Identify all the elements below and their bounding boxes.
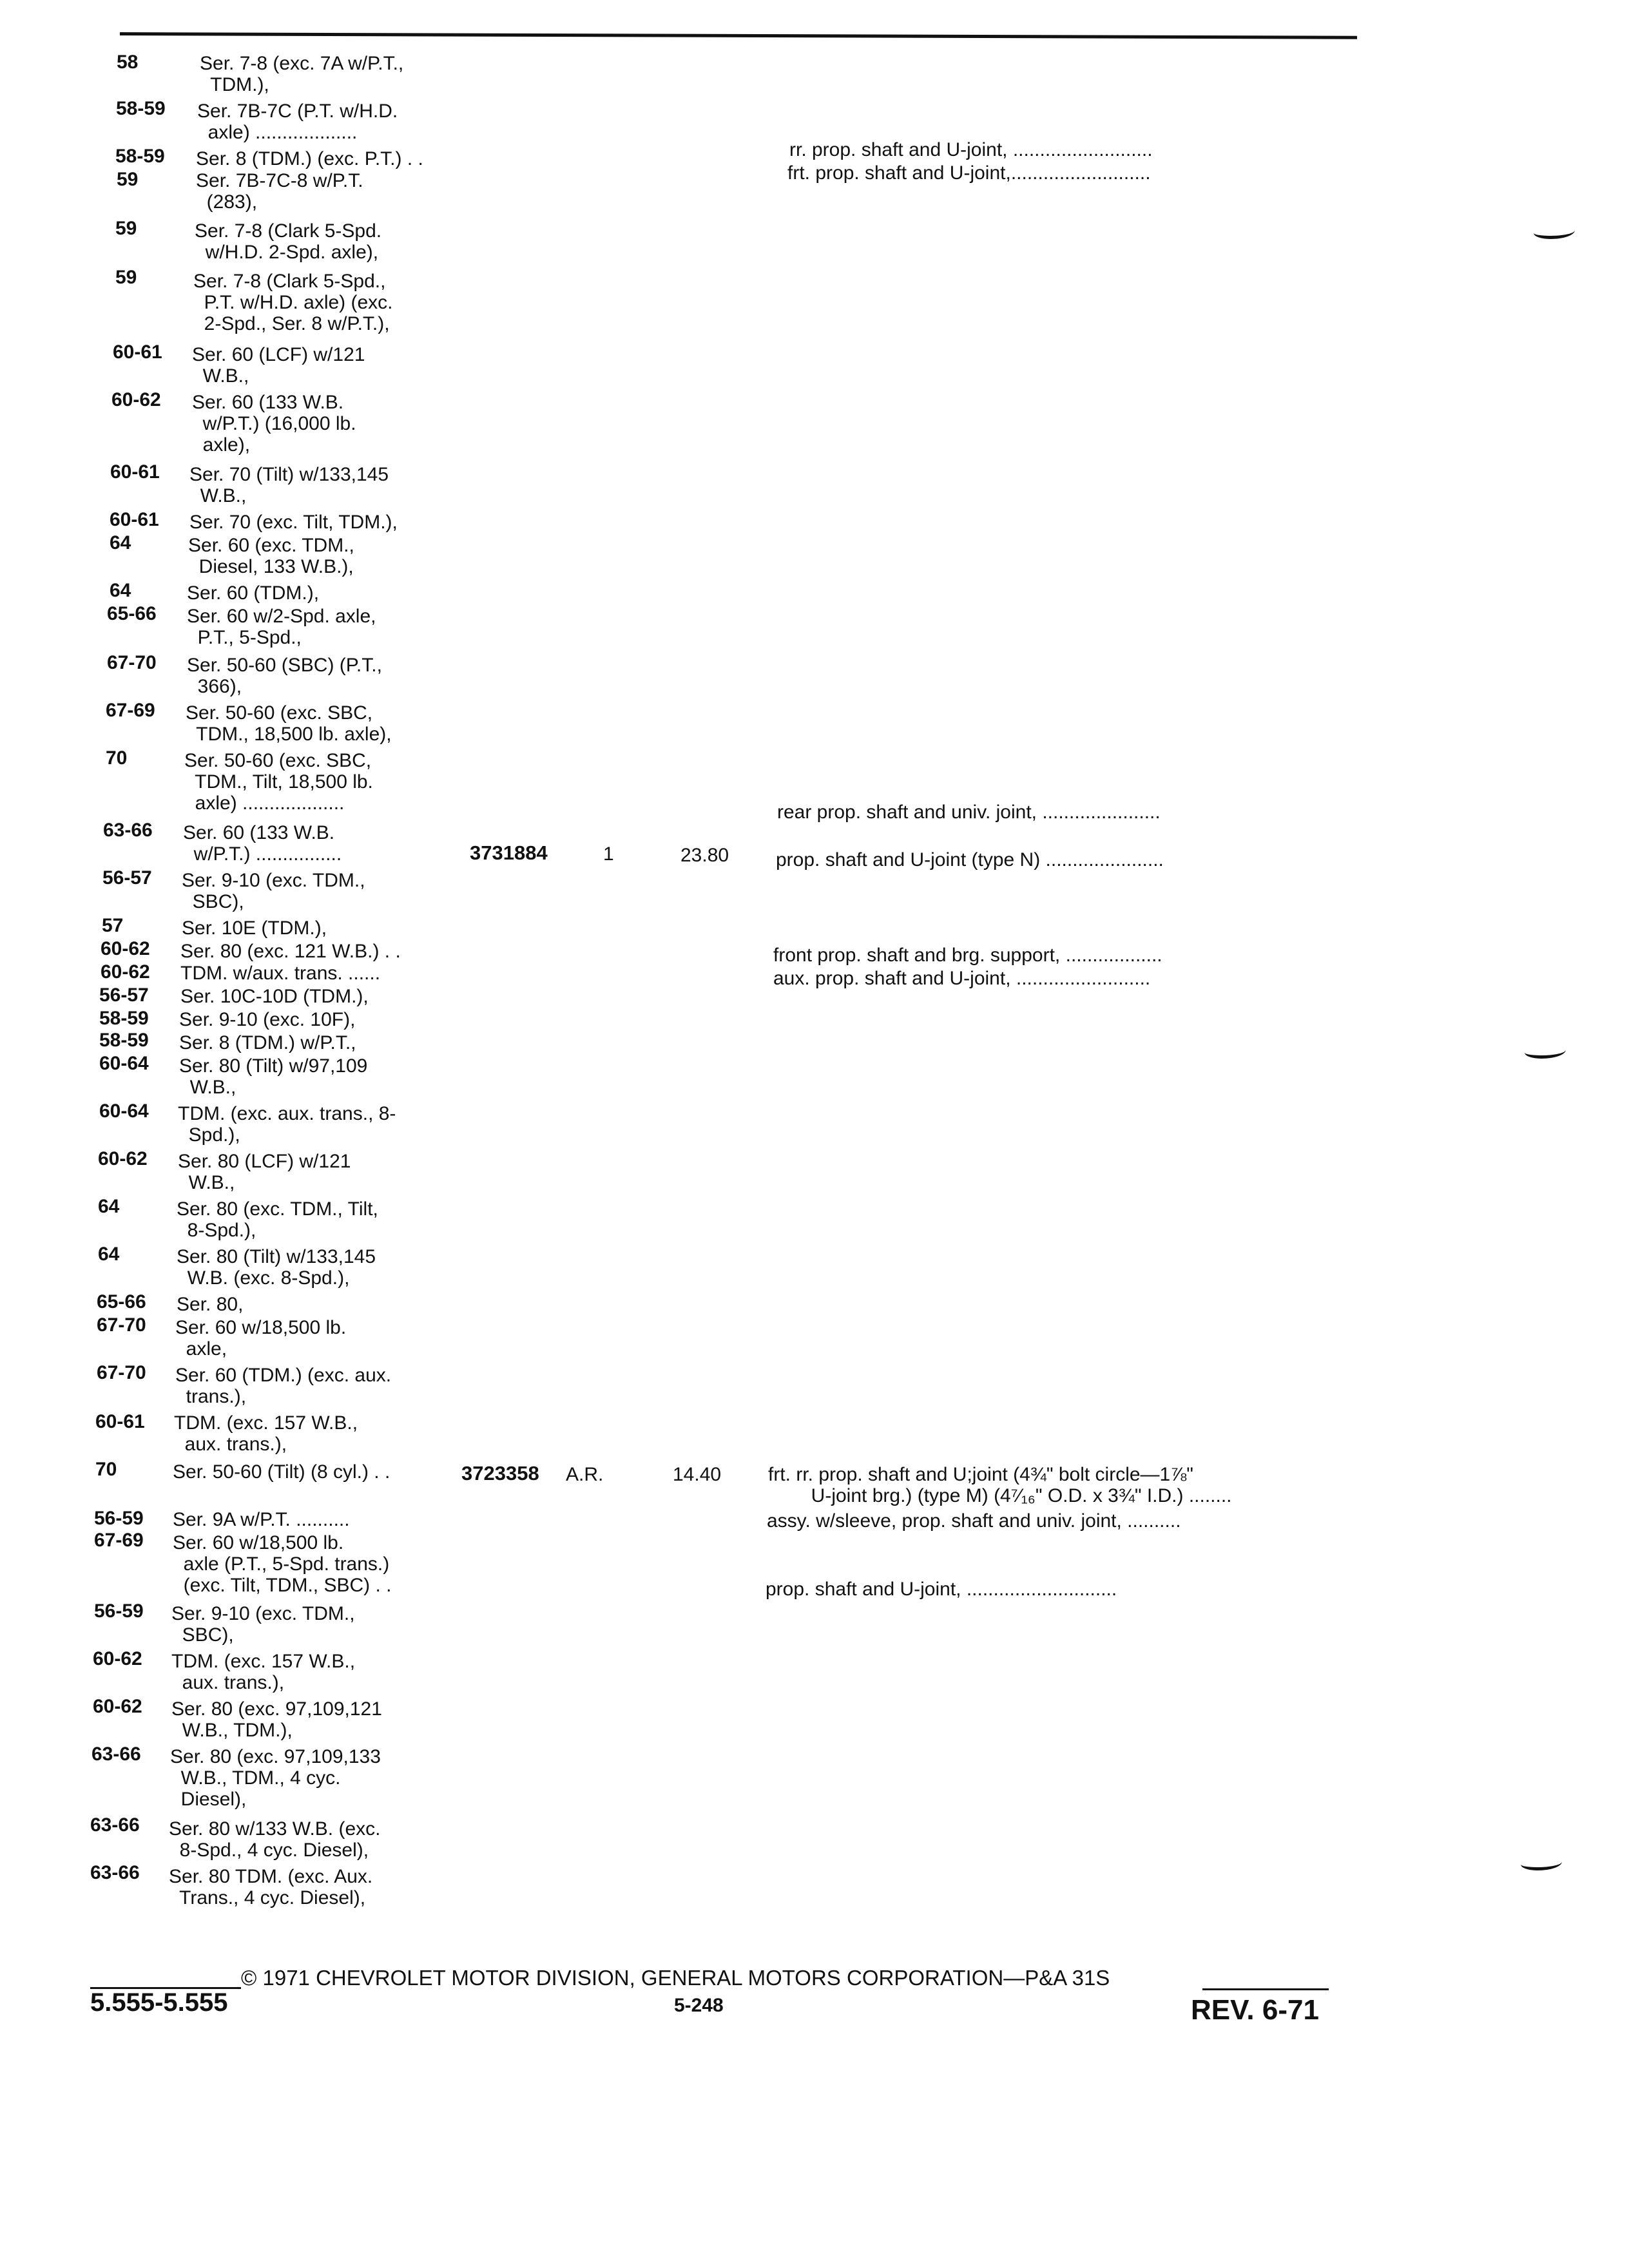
- entry-year: 60-62: [101, 938, 150, 959]
- entry-year: 60-61: [113, 341, 162, 363]
- entry-year: 60-62: [93, 1696, 142, 1717]
- entry-model: Ser. 50-60 (exc. SBC, TDM., 18,500 lb. axle),: [186, 702, 392, 745]
- entry-year: 64: [110, 532, 131, 553]
- part-description: prop. shaft and U-joint, ............................: [766, 1579, 1117, 1600]
- entry-model: Ser. 60 w/2-Spd. axle, P.T., 5-Spd.,: [187, 606, 376, 648]
- entry-model: Ser. 10E (TDM.),: [182, 918, 327, 939]
- part-price: 14.40: [673, 1464, 722, 1485]
- footer-copyright: © 1971 CHEVROLET MOTOR DIVISION, GENERAL MOTORS CORPORATION—P&A 31S: [241, 1966, 1110, 1990]
- entry-year: 67-69: [94, 1530, 144, 1551]
- entry-model: Ser. 80 (exc. 97,109,121 W.B., TDM.),: [171, 1698, 382, 1741]
- part-description: assy. w/sleeve, prop. shaft and univ. joint, ..........: [767, 1510, 1181, 1532]
- entry-year: 56-59: [94, 1508, 144, 1529]
- entry-model: Ser. 80 (exc. 97,109,133 W.B., TDM., 4 cyc. Diesel),: [170, 1746, 381, 1810]
- entry-model: Ser. 80 (exc. TDM., Tilt, 8-Spd.),: [177, 1198, 378, 1241]
- entry-year: 60-64: [99, 1100, 149, 1122]
- entry-year: 63-66: [92, 1744, 141, 1765]
- entry-model: Ser. 60 (133 W.B. w/P.T.) ................: [183, 822, 342, 865]
- entry-year: 58-59: [115, 146, 165, 167]
- entry-model: Ser. 50-60 (SBC) (P.T., 366),: [187, 655, 382, 697]
- entry-model: Ser. 80 (Tilt) w/133,145 W.B. (exc. 8-Spd.),: [177, 1246, 376, 1289]
- entry-model: Ser. 9A w/P.T. ..........: [173, 1509, 350, 1530]
- entry-model: Ser. 60 (TDM.),: [187, 582, 320, 604]
- entry-year: 67-69: [106, 700, 155, 721]
- entry-model: Ser. 50-60 (exc. SBC, TDM., Tilt, 18,500 lb. axle) ...................: [184, 750, 373, 814]
- entry-year: 60-61: [95, 1411, 145, 1432]
- entry-model: Ser. 80 (exc. 121 W.B.) . .: [180, 941, 401, 962]
- entry-model: Ser. 50-60 (Tilt) (8 cyl.) . .: [173, 1461, 390, 1483]
- entry-model: Ser. 60 w/18,500 lb. axle,: [175, 1317, 347, 1360]
- entry-year: 64: [98, 1244, 120, 1265]
- entry-year: 67-70: [97, 1314, 146, 1336]
- entry-year: 60-64: [99, 1053, 149, 1074]
- part-description: front prop. shaft and brg. support, ..................: [773, 945, 1162, 966]
- entry-model: Ser. 7-8 (Clark 5-Spd., P.T. w/H.D. axle) (exc. 2-Spd., Ser. 8 w/P.T.),: [193, 271, 393, 334]
- entry-model: Ser. 80,: [177, 1294, 244, 1315]
- part-quantity: 1: [603, 843, 614, 865]
- part-number: 3731884: [470, 841, 548, 864]
- entry-model: Ser. 7B-7C (P.T. w/H.D. axle) ...................: [197, 101, 398, 143]
- part-description: prop. shaft and U-joint (type N) ......................: [776, 849, 1164, 870]
- entry-year: 60-61: [110, 509, 159, 530]
- entry-year: 57: [102, 915, 124, 936]
- entry-model: Ser. 8 (TDM.) w/P.T.,: [179, 1032, 356, 1053]
- entry-year: 60-62: [111, 389, 161, 410]
- entry-model: Ser. 7B-7C-8 w/P.T. (283),: [196, 170, 363, 213]
- entry-model: Ser. 70 (Tilt) w/133,145 W.B.,: [189, 464, 389, 506]
- entry-model: Ser. 8 (TDM.) (exc. P.T.) . .: [196, 148, 423, 169]
- entry-year: 60-62: [98, 1148, 148, 1169]
- entry-year: 58: [117, 52, 139, 73]
- footer-rule: [1202, 1988, 1329, 1990]
- footer-revision: REV. 6-71: [1191, 1994, 1319, 2026]
- entry-year: 58-59: [99, 1008, 149, 1029]
- entry-model: TDM. (exc. 157 W.B., aux. trans.),: [174, 1412, 358, 1455]
- entry-year: 56-57: [102, 867, 152, 889]
- entry-year: 63-66: [90, 1814, 140, 1836]
- entry-year: 56-57: [99, 985, 149, 1006]
- entry-year: 59: [115, 267, 137, 288]
- entry-model: Ser. 10C-10D (TDM.),: [180, 986, 369, 1007]
- entry-model: Ser. 80 w/133 W.B. (exc. 8-Spd., 4 cyc. Diesel),: [169, 1818, 381, 1861]
- entry-year: 60-61: [110, 461, 160, 483]
- entry-model: TDM. w/aux. trans. ......: [180, 963, 381, 984]
- footer-page-number: 5-248: [674, 1995, 724, 2016]
- footer-section-code: 5.555-5.555: [90, 1988, 228, 2017]
- entry-model: Ser. 60 (133 W.B. w/P.T.) (16,000 lb. axle),: [192, 392, 356, 456]
- part-description: aux. prop. shaft and U-joint, .........................: [773, 968, 1151, 989]
- entry-year: 70: [106, 747, 128, 769]
- entry-model: Ser. 80 TDM. (exc. Aux. Trans., 4 cyc. Diesel),: [169, 1866, 373, 1908]
- part-quantity: A.R.: [566, 1464, 604, 1485]
- entry-model: Ser. 80 (Tilt) w/97,109 W.B.,: [179, 1055, 368, 1098]
- part-description: rr. prop. shaft and U-joint, ..........................: [789, 139, 1153, 160]
- entry-year: 70: [95, 1459, 117, 1480]
- part-description: rear prop. shaft and univ. joint, ......................: [777, 802, 1161, 823]
- part-number: 3723358: [461, 1462, 539, 1485]
- entry-year: 65-66: [97, 1291, 146, 1312]
- entry-year: 67-70: [107, 652, 157, 673]
- entry-model: Ser. 60 (exc. TDM., Diesel, 133 W.B.),: [188, 535, 354, 577]
- entry-model: Ser. 9-10 (exc. TDM., SBC),: [171, 1603, 355, 1646]
- entry-year: 67-70: [97, 1362, 146, 1383]
- entry-model: Ser. 7-8 (exc. 7A w/P.T., TDM.),: [200, 53, 404, 95]
- entry-model: TDM. (exc. 157 W.B., aux. trans.),: [171, 1651, 356, 1693]
- entry-model: Ser. 60 w/18,500 lb. axle (P.T., 5-Spd. trans.) (exc. Tilt, TDM., SBC) . .: [173, 1532, 392, 1596]
- entry-model: Ser. 70 (exc. Tilt, TDM.),: [189, 512, 398, 533]
- entry-year: 64: [98, 1196, 120, 1217]
- entry-year: 56-59: [94, 1600, 144, 1622]
- entry-year: 63-66: [103, 820, 153, 841]
- entry-model: Ser. 9-10 (exc. TDM., SBC),: [182, 870, 365, 912]
- part-description: frt. prop. shaft and U-joint,..........................: [787, 162, 1151, 184]
- part-description: frt. rr. prop. shaft and U;joint (4¾" bolt circle—1⅞" U-joint brg.) (type M) (4⁷⁄₁₆" O.D. x 3¾" I.D.) ........: [768, 1464, 1232, 1506]
- entry-year: 58-59: [116, 98, 166, 119]
- entry-model: Ser. 9-10 (exc. 10F),: [179, 1009, 356, 1030]
- entry-model: TDM. (exc. aux. trans., 8- Spd.),: [178, 1103, 396, 1146]
- entry-model: Ser. 60 (TDM.) (exc. aux. trans.),: [175, 1365, 392, 1407]
- entry-year: 64: [110, 580, 131, 601]
- entry-year: 60-62: [101, 961, 150, 983]
- entry-year: 59: [117, 169, 139, 190]
- entry-model: Ser. 80 (LCF) w/121 W.B.,: [178, 1151, 351, 1193]
- entry-year: 59: [115, 218, 137, 239]
- part-price: 23.80: [680, 845, 729, 866]
- entry-year: 58-59: [99, 1030, 149, 1051]
- entry-year: 65-66: [107, 603, 157, 624]
- entry-model: Ser. 7-8 (Clark 5-Spd. w/H.D. 2-Spd. axle),: [195, 220, 382, 263]
- entry-year: 63-66: [90, 1862, 140, 1883]
- entry-year: 60-62: [93, 1648, 142, 1669]
- entry-model: Ser. 60 (LCF) w/121 W.B.,: [192, 344, 365, 387]
